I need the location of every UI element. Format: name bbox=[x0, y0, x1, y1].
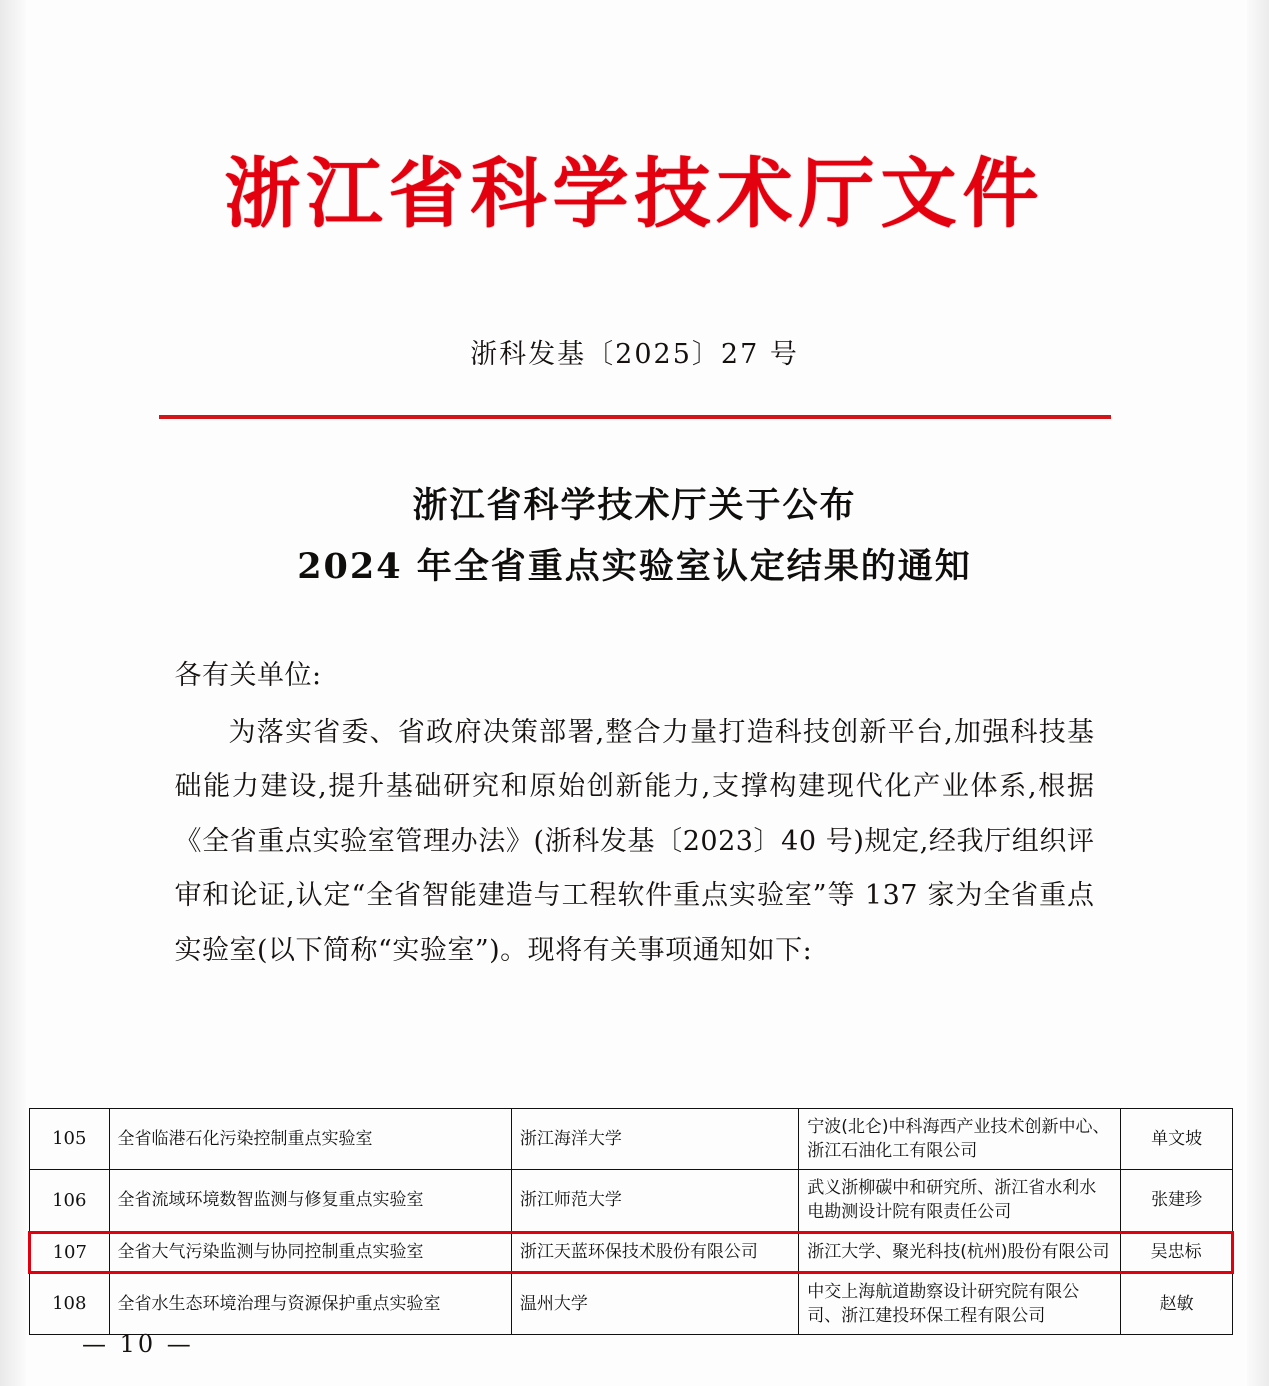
salutation: 各有关单位: bbox=[174, 660, 322, 692]
table-row bbox=[30, 1109, 1233, 1170]
row-number: 106 bbox=[30, 1170, 110, 1232]
row-lab-name: 全省临港石化污染控制重点实验室 bbox=[109, 1109, 511, 1170]
results-table-container bbox=[28, 1108, 1234, 1335]
page-number: — 10 — bbox=[82, 1330, 194, 1358]
document-number: 浙科发基〔2025〕27 号 bbox=[470, 338, 799, 370]
row-lab-name: 全省水生态环境治理与资源保护重点实验室 bbox=[109, 1273, 511, 1335]
results-table bbox=[28, 1108, 1234, 1335]
document-subject bbox=[0, 475, 1269, 598]
table-row-highlighted bbox=[30, 1232, 1233, 1273]
row-lab-name: 全省流域环境数智监测与修复重点实验室 bbox=[109, 1170, 511, 1232]
document-body bbox=[175, 649, 1095, 978]
row-partners: 浙江大学、聚光科技(杭州)股份有限公司 bbox=[799, 1232, 1121, 1273]
row-number: 108 bbox=[30, 1273, 110, 1335]
row-lab-name: 全省大气污染监测与协同控制重点实验室 bbox=[109, 1232, 511, 1273]
row-partners: 宁波(北仑)中科海西产业技术创新中心、浙江石油化工有限公司 bbox=[799, 1109, 1121, 1170]
row-person: 吴忠标 bbox=[1121, 1232, 1233, 1273]
row-organization: 浙江海洋大学 bbox=[511, 1109, 798, 1170]
table-row bbox=[30, 1273, 1233, 1335]
row-person: 张建珍 bbox=[1121, 1170, 1233, 1232]
document-header-title: 浙江省科学技术厅文件 bbox=[224, 149, 1045, 238]
row-partners: 中交上海航道勘察设计研究院有限公司、浙江建投环保工程有限公司 bbox=[799, 1273, 1121, 1335]
row-organization: 温州大学 bbox=[511, 1273, 798, 1335]
subject-line-2: 2024 年全省重点实验室认定结果的通知 bbox=[297, 545, 972, 587]
row-organization: 浙江天蓝环保技术股份有限公司 bbox=[511, 1232, 798, 1273]
row-partners: 武义浙柳碳中和研究所、浙江省水利水电勘测设计院有限责任公司 bbox=[799, 1170, 1121, 1232]
red-divider-rule bbox=[159, 415, 1111, 419]
row-number: 105 bbox=[30, 1109, 110, 1170]
row-person: 单文坡 bbox=[1121, 1109, 1233, 1170]
subject-line-1: 浙江省科学技术厅关于公布 bbox=[412, 484, 857, 526]
results-table-body bbox=[30, 1109, 1233, 1335]
row-organization: 浙江师范大学 bbox=[511, 1170, 798, 1232]
body-paragraph-1: 为落实省委、省政府决策部署,整合力量打造科技创新平台,加强科技基础能力建设,提升基础研究和原始创新能力,支撑构建现代化产业体系,根据《全省重点实验室管理办法》(浙科发基〔2023〕40 号)规定,经我厅组织评审和论证,认定“全省智能建造与工程软件重点实验室”等 137 家为全省重点实验室(以下简称“实验室”)。现将有关事项通知如下: bbox=[174, 716, 1095, 966]
row-person: 赵敏 bbox=[1121, 1273, 1233, 1335]
row-number: 107 bbox=[30, 1232, 110, 1273]
table-row bbox=[30, 1170, 1233, 1232]
